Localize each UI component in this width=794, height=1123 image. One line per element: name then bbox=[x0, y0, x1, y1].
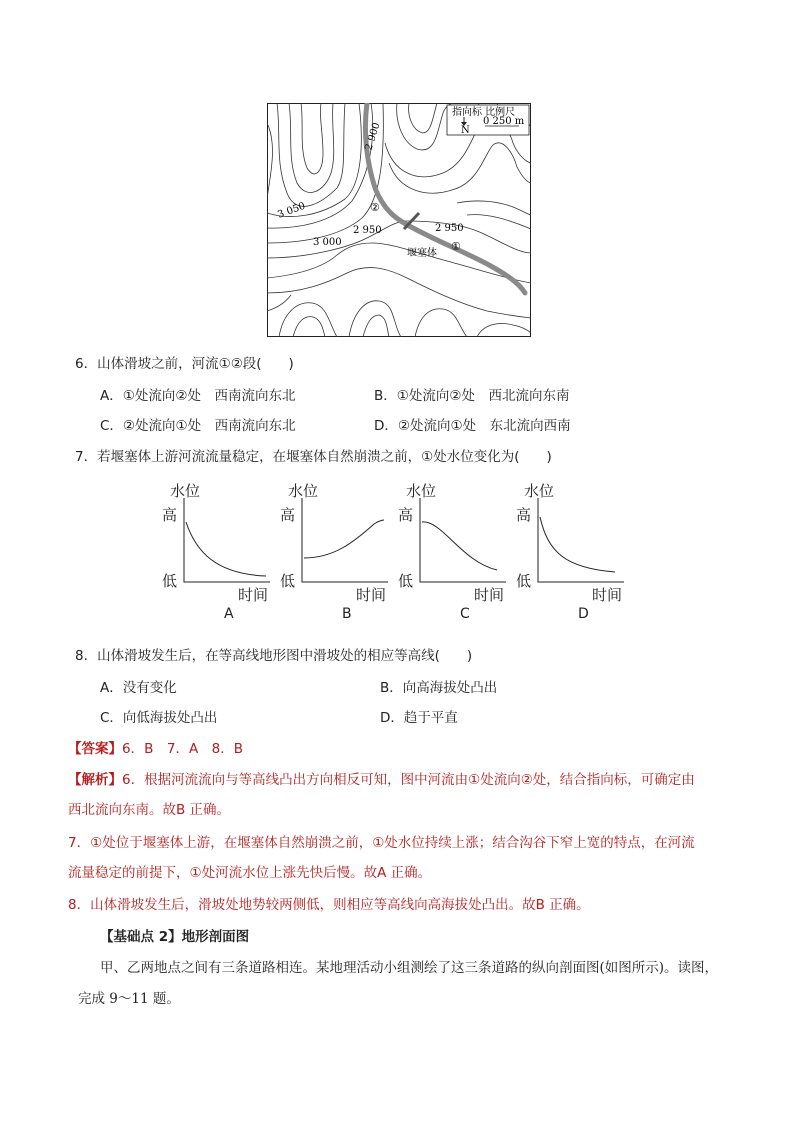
graph-high-label: 高 bbox=[280, 506, 296, 524]
q6-option-b[interactable]: B．①处流向②处 西北流向东南 bbox=[374, 388, 570, 404]
graph-letter: B bbox=[342, 606, 352, 622]
graph-x-title: 时间 bbox=[592, 586, 623, 604]
graph-A[interactable] bbox=[162, 482, 270, 622]
graph-letter: A bbox=[224, 606, 234, 622]
graph-high-label: 高 bbox=[162, 506, 178, 524]
q8-option-c[interactable]: C．向低海拔处凸出 bbox=[100, 710, 218, 726]
graph-curve bbox=[186, 522, 266, 576]
graph-low-label: 低 bbox=[516, 572, 532, 590]
q6-option-a[interactable]: A．①处流向②处 西南流向东北 bbox=[100, 388, 296, 404]
point-1-label: ① bbox=[451, 240, 461, 253]
north-label: N bbox=[461, 125, 470, 136]
graph-curve bbox=[422, 522, 497, 570]
dam-label: 堰塞体 bbox=[407, 248, 437, 259]
q7-stem: 7．若堰塞体上游河流流量稳定，在堰塞体自然崩溃之前，①处水位变化为( ) bbox=[75, 449, 552, 465]
graph-low-label: 低 bbox=[398, 572, 414, 590]
analysis-line-3: 7．①处位于堰塞体上游，在堰塞体自然崩溃之前，①处水位持续上涨；结合沟谷下窄上宽的特点，在河流 bbox=[68, 835, 695, 851]
q6-option-d[interactable]: D．②处流向①处 东北流向西南 bbox=[374, 418, 571, 434]
q8-option-b[interactable]: B．向高海拔处凸出 bbox=[380, 680, 498, 696]
q8-option-a[interactable]: A．没有变化 bbox=[100, 680, 177, 696]
graph-x-title: 时间 bbox=[356, 586, 387, 604]
graph-axes bbox=[184, 498, 270, 582]
answer-text: 6．B 7．A 8．B bbox=[122, 741, 244, 757]
analysis-line-5: 8．山体滑坡发生后，滑坡处地势较两侧低，则相应等高线向高海拔处凸出。故B 正确。 bbox=[68, 897, 590, 913]
graph-y-title: 水位 bbox=[524, 482, 555, 500]
graph-low-label: 低 bbox=[280, 572, 296, 590]
q6-option-c[interactable]: C．②处流向①处 西南流向东北 bbox=[100, 418, 296, 434]
graph-high-label: 高 bbox=[398, 506, 414, 524]
scale-label: 0 250 m bbox=[483, 116, 525, 127]
analysis-line-1 bbox=[68, 768, 695, 788]
graph-letter: C bbox=[460, 606, 470, 622]
contour-label-3050: 3 050 bbox=[276, 200, 307, 221]
graph-y-title: 水位 bbox=[406, 482, 437, 500]
graph-high-label: 高 bbox=[516, 506, 532, 524]
q8-option-d[interactable]: D．趋于平直 bbox=[380, 710, 458, 726]
graph-B[interactable] bbox=[280, 482, 388, 622]
graph-axes bbox=[302, 498, 388, 582]
graph-x-title: 时间 bbox=[474, 586, 505, 604]
water-level-graphs[interactable] bbox=[150, 476, 640, 626]
graph-y-title: 水位 bbox=[170, 482, 201, 500]
graph-x-title: 时间 bbox=[238, 586, 269, 604]
contour-label-2950-left: 2 950 bbox=[353, 225, 382, 236]
analysis-text-1: 6．根据河流流向与等高线凸出方向相反可知，图中河流由①处流向②处，结合指向标，可确定由 bbox=[122, 772, 695, 788]
contour-label-3000: 3 000 bbox=[313, 237, 342, 248]
graph-C[interactable] bbox=[398, 482, 506, 622]
point-2-label: ② bbox=[370, 201, 380, 214]
q6-stem: 6．山体滑坡之前，河流①②段( ) bbox=[75, 356, 294, 372]
section-intro-1: 甲、乙两地点之间有三条道路相连。某地理活动小组测绘了这三条道路的纵向剖面图(如图所示)。读图， bbox=[100, 960, 719, 976]
graph-letter: D bbox=[578, 606, 589, 622]
answer-label: 【答案】 bbox=[68, 741, 122, 757]
q8-stem: 8．山体滑坡发生后，在等高线地形图中滑坡处的相应等高线( ) bbox=[75, 648, 473, 664]
graph-curve bbox=[304, 520, 384, 558]
graph-D[interactable] bbox=[516, 482, 624, 622]
contour-label-2900: 2 900 bbox=[363, 121, 383, 152]
contour-map bbox=[267, 103, 531, 337]
answer-line bbox=[68, 737, 243, 757]
contour-label-2950-right: 2 950 bbox=[435, 223, 464, 234]
graph-curve bbox=[540, 517, 615, 572]
analysis-line-2: 西北流向东南。故B 正确。 bbox=[68, 802, 231, 818]
graph-low-label: 低 bbox=[162, 572, 178, 590]
analysis-label: 【解析】 bbox=[68, 772, 122, 788]
graph-axes bbox=[538, 498, 624, 582]
section-intro-2: 完成 9～11 题。 bbox=[78, 991, 180, 1007]
legend-title: 指向标 比例尺 bbox=[452, 107, 516, 118]
analysis-line-4: 流量稳定的前提下，①处河流水位上涨先快后慢。故A 正确。 bbox=[68, 865, 432, 881]
section-title: 【基础点 2】地形剖面图 bbox=[100, 929, 250, 945]
graph-y-title: 水位 bbox=[288, 482, 319, 500]
